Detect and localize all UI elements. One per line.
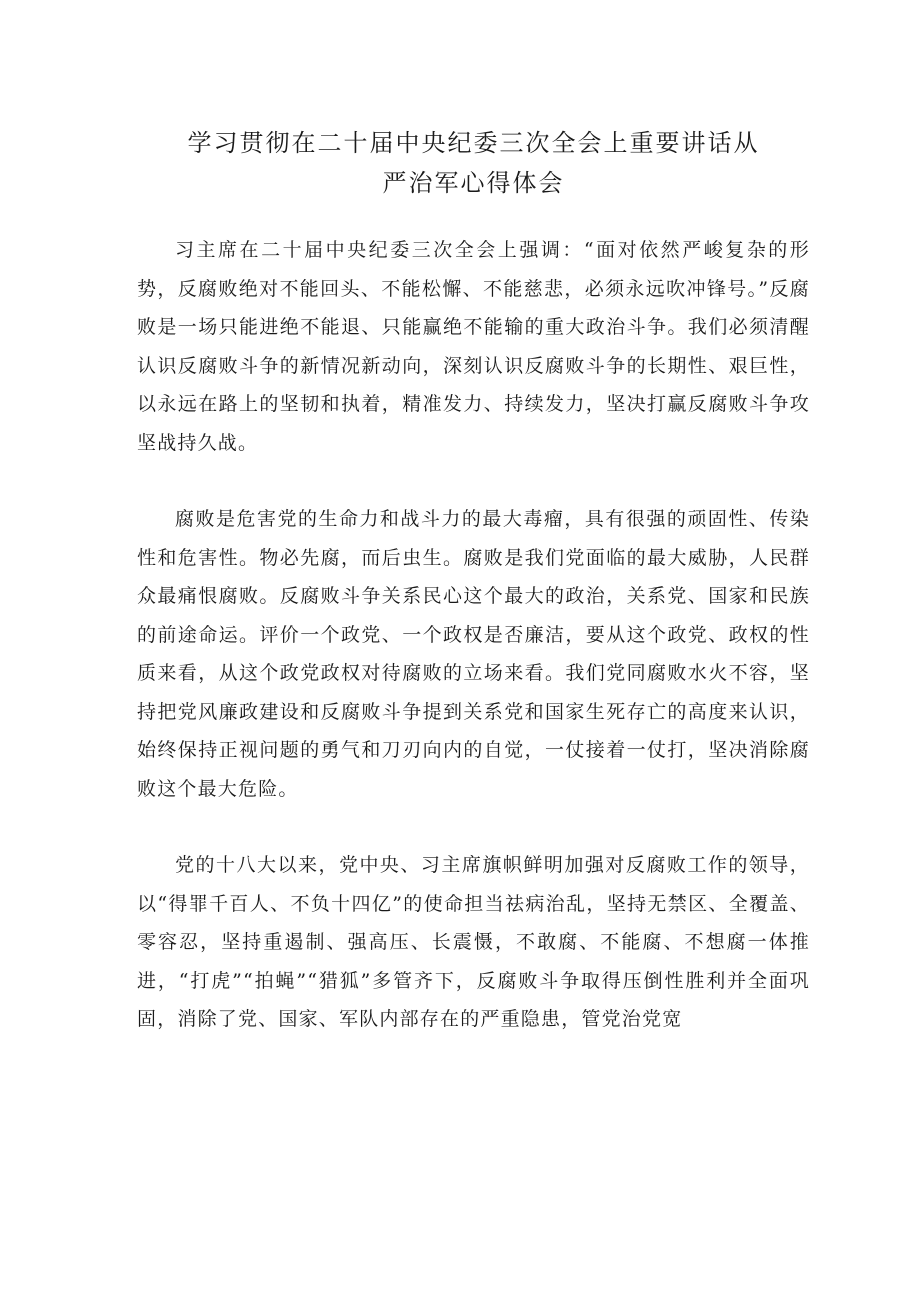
document-title bbox=[137, 123, 810, 203]
paragraph-1: 习主席在二十届中央纪委三次全会上强调：“面对依然严峻复杂的形势，反腐败绝对不能回头、不能松懈、不能慈悲，必须永远吹冲锋号。”反腐败是一场只能进绝不能退、只能赢绝不能输的重大政治斗争。我们必须清醒认识反腐败斗争的新情况新动向，深刻认识反腐败斗争的长期性、艰巨性，以永远在路上的坚韧和执着，精准发力、持续发力，坚决打赢反腐败斗争攻坚战持久战。 bbox=[137, 239, 810, 454]
title-line-1: 学习贯彻在二十届中央纪委三次全会上重要讲话从 bbox=[187, 129, 760, 157]
paragraph-3: 党的十八大以来，党中央、习主席旗帜鲜明加强对反腐败工作的领导，以“得罪千百人、不负十四亿”的使命担当祛病治乱，坚持无禁区、全覆盖、零容忍，坚持重遏制、强高压、长震慑，不敢腐、不能腐、不想腐一体推进，“打虎”“拍蝇”“猎狐”多管齐下，反腐败斗争取得压倒性胜利并全面巩固，消除了党、国家、军队内部存在的严重隐患，管党治党宽 bbox=[137, 854, 810, 1030]
title-line-2: 严治军心得体会 bbox=[382, 169, 565, 197]
paragraph-2: 腐败是危害党的生命力和战斗力的最大毒瘤，具有很强的顽固性、传染性和危害性。物必先腐，而后虫生。腐败是我们党面临的最大威胁，人民群众最痛恨腐败。反腐败斗争关系民心这个最大的政治，关系党、国家和民族的前途命运。评价一个政党、一个政权是否廉洁，要从这个政党、政权的性质来看，从这个政党政权对待腐败的立场来看。我们党同腐败水火不容，坚持把党风廉政建设和反腐败斗争提到关系党和国家生死存亡的高度来认识，始终保持正视问题的勇气和刀刃向内的自觉，一仗接着一仗打，坚决消除腐败这个最大危险。 bbox=[137, 508, 810, 800]
